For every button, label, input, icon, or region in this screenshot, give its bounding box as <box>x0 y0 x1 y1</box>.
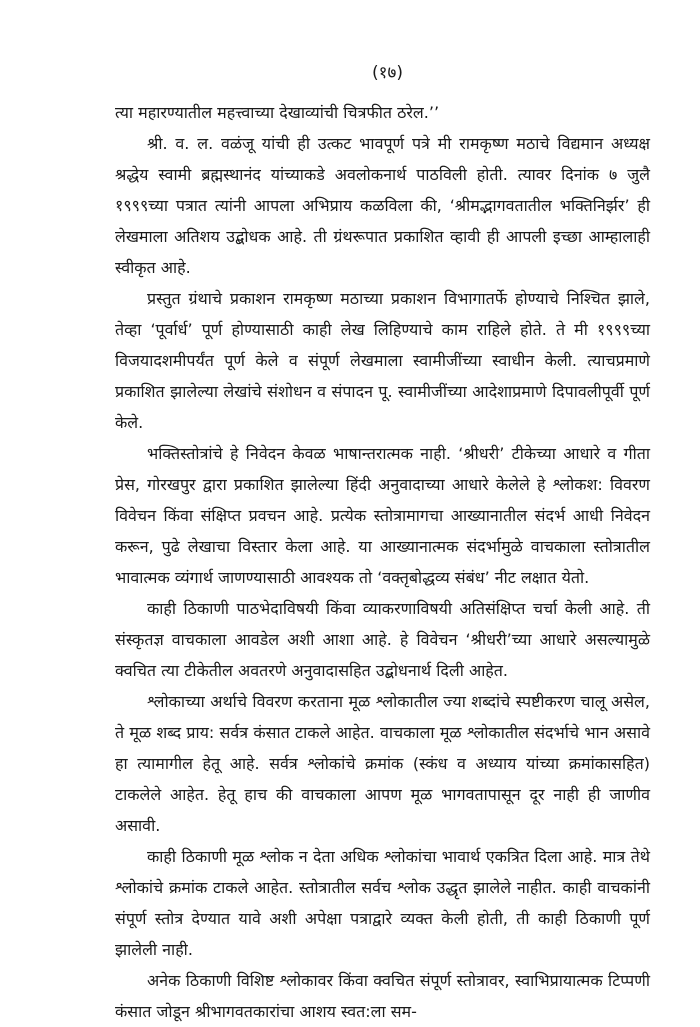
paragraph-continuation: त्या महारण्यातील महत्त्वाच्या देखाव्यांची चित्रफीत ठरेल.’’ <box>115 103 440 122</box>
paragraph-letters-review: श्री. व. ल. वळंजू यांची ही उत्कट भावपूर्ण पत्रे मी रामकृष्ण मठाचे विद्यमान अध्यक्ष श्रद्धेय स्वामी ब्रह्मस्थानंद यांच्याकडे अवलोकनार्थ पाठविली होती. त्यावर दिनांक ७ जुलै १९९९च्या पत्रात त्यांनी आपला अभिप्राय कळविला की, ‘श्रीमद्भागवतातील भक्तिनिर्झर’ ही लेखमाला अतिशय उद्बोधक आहे. ती ग्रंथरूपात प्रकाशित व्हावी ही आपली इच्छा आम्हालाही स्वीकृत आहे. <box>115 134 650 277</box>
document-page <box>115 60 650 1027</box>
paragraph-word-explanation: श्लोकाच्या अर्थाचे विवरण करताना मूळ श्लोकातील ज्या शब्दांचे स्पष्टीकरण चालू असेल, ते मूळ शब्द प्राय: सर्वत्र कंसात टाकले आहेत. वाचकाला मूळ श्लोकातील संदर्भाचे भान असावे हा त्यामागील हेतू आहे. सर्वत्र श्लोकांचे क्रमांक (स्कंध व अध्याय यांच्या क्रमांकासहित) टाकलेले आहेत. हेतू हाच की वाचकाला आपण मूळ भागवतापासून दूर नाही ही जाणीव असावी. <box>115 692 650 835</box>
paragraph-publication: प्रस्तुत ग्रंथाचे प्रकाशन रामकृष्ण मठाच्या प्रकाशन विभागातर्फे होण्याचे निश्चित झाले, तेव्हा ‘पूर्वार्ध’ पूर्ण होण्यासाठी काही लेख लिहिण्याचे काम राहिले होते. ते मी १९९९च्या विजयादशमीपर्यंत पूर्ण केले व संपूर्ण लेखमाला स्वामीजींच्या स्वाधीन केली. त्याचप्रमाणे प्रकाशित झालेल्या लेखांचे संशोधन व संपादन पू. स्वामीजींच्या आदेशाप्रमाणे दिपावलीपूर्वी पूर्ण केले. <box>115 289 650 432</box>
paragraph-grammar-notes: काही ठिकाणी पाठभेदाविषयी किंवा व्याकरणाविषयी अतिसंक्षिप्त चर्चा केली आहे. ती संस्कृतज्ञ वाचकाला आवडेल अशी आशा आहे. हे विवेचन ‘श्रीधरी’च्या आधारे असल्यामुळे क्वचित त्या टीकेतील अवतरणे अनुवादासहित उद्बोधनार्थ दिली आहेत. <box>115 599 650 680</box>
paragraph-commentary: अनेक ठिकाणी विशिष्ट श्लोकावर किंवा क्वचित संपूर्ण स्तोत्रावर, स्वाभिप्रायात्मक टिप्पणी कंसात जोडून श्रीभागवतकारांचा आशय स्वत:ला सम- <box>115 971 650 1021</box>
paragraph-verse-numbers: काही ठिकाणी मूळ श्लोक न देता अधिक श्लोकांचा भावार्थ एकत्रित दिला आहे. मात्र तेथे श्लोकांचे क्रमांक टाकले आहेत. स्तोत्रातील सर्वच श्लोक उद्धृत झालेले नाहीत. काही वाचकांनी संपूर्ण स्तोत्र देण्यात यावे अशी अपेक्षा पत्राद्वारे व्यक्त केली होती, ती काही ठिकाणी पूर्ण झालेली नाही. <box>115 847 650 959</box>
page-number: (१७) <box>372 63 403 83</box>
paragraph-method: भक्तिस्तोत्रांचे हे निवेदन केवळ भाषान्तरात्मक नाही. ‘श्रीधरी’ टीकेच्या आधारे व गीता प्रेस, गोरखपुर द्वारा प्रकाशित झालेल्या हिंदी अनुवादाच्या आधारे केलेले हे श्लोकश: विवरण विवेचन किंवा संक्षिप्त प्रवचन आहे. प्रत्येक स्तोत्रामागचा आख्यानातील संदर्भ आधी निवेदन करून, पुढे लेखाचा विस्तार केला आहे. या आख्यानात्मक संदर्भामुळे वाचकाला स्तोत्रातील भावात्मक व्यंगार्थ जाणण्यासाठी आवश्यक तो ‘वक्तृबोद्धव्य संबंध’ नीट लक्षात येतो. <box>115 444 650 587</box>
